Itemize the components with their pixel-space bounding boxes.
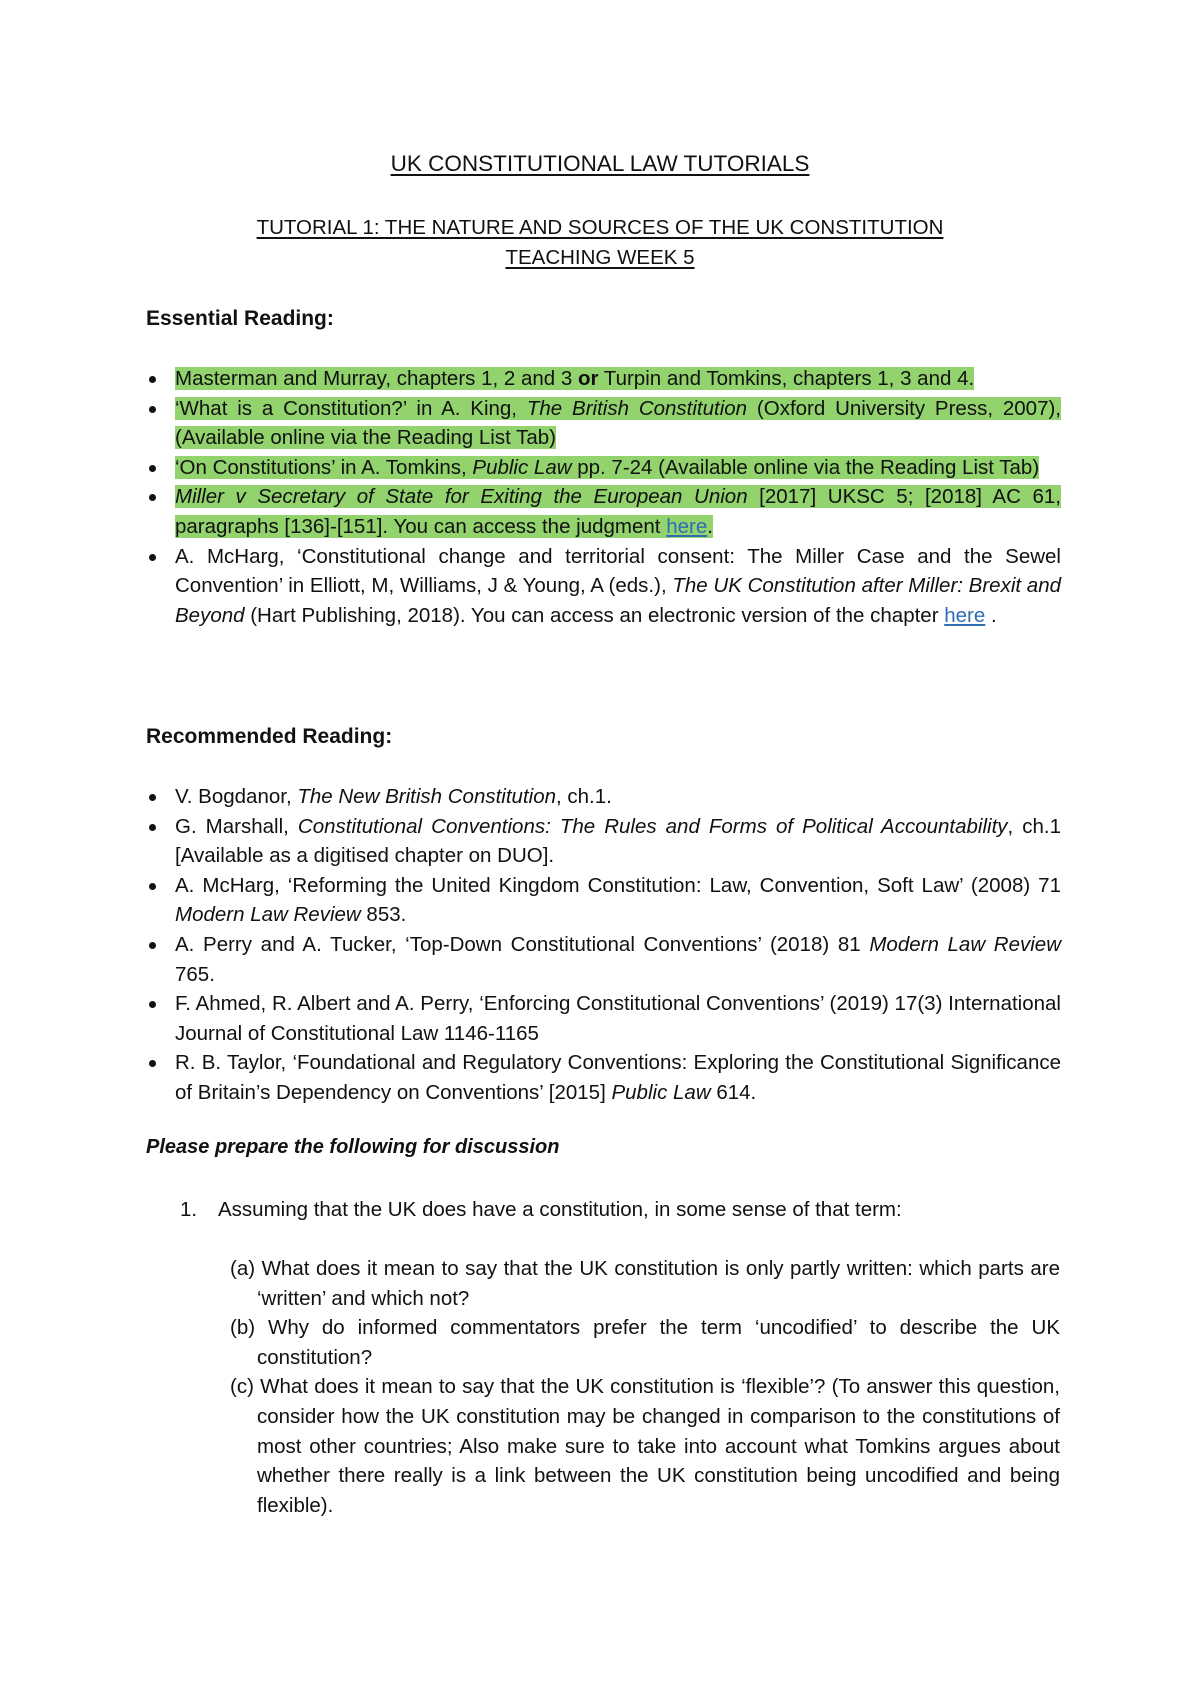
discussion-heading: Please prepare the following for discussion — [146, 1136, 560, 1158]
list-item: F. Ahmed, R. Albert and A. Perry, ‘Enforcing Constitutional Conventions’ (2019) 17(3) International Journal of Constitutional Law 1146-1165 — [146, 989, 1061, 1048]
essential-reading-heading: Essential Reading: — [146, 307, 334, 330]
list-item: A. McHarg, ‘Constitutional change and territorial consent: The Miller Case and the Sewel Convention’ in Elliott, M, Williams, J & Young, A (eds.), The UK Constitution after Miller: Brexit and Beyond (Hart Publishing, 2018). You can access an electronic version of the chapter here . — [146, 542, 1061, 631]
question-number: 1. — [180, 1198, 198, 1221]
document-title: UK CONSTITUTIONAL LAW TUTORIALS — [390, 151, 810, 176]
chapter-link[interactable]: here — [944, 603, 986, 627]
list-item: A. McHarg, ‘Reforming the United Kingdom Constitution: Law, Convention, Soft Law’ (2008) 71 Modern Law Review 853. — [146, 871, 1061, 930]
teaching-week: TEACHING WEEK 5 — [505, 246, 695, 269]
recommended-reading-heading: Recommended Reading: — [146, 725, 393, 748]
sub-question-b: (b) Why do informed commentators prefer the term ‘uncodified’ to describe the UK constitution? — [230, 1316, 1060, 1369]
sub-questions — [230, 1254, 1060, 1520]
list-item: Masterman and Murray, chapters 1, 2 and 3 or Turpin and Tomkins, chapters 1, 3 and 4. — [146, 364, 1061, 394]
list-item: G. Marshall, Constitutional Conventions: The Rules and Forms of Political Accountability, ch.1 [Available as a digitised chapter on DUO]. — [146, 812, 1061, 871]
judgment-link[interactable]: here — [666, 514, 708, 538]
sub-question-a: (a) What does it mean to say that the UK constitution is only partly written: which parts are ‘written’ and which not? — [230, 1257, 1060, 1310]
list-item: A. Perry and A. Tucker, ‘Top-Down Constitutional Conventions’ (2018) 81 Modern Law Review 765. — [146, 930, 1061, 989]
list-item: V. Bogdanor, The New British Constitution, ch.1. — [146, 782, 1061, 812]
essential-reading-list — [146, 364, 1061, 630]
list-item: R. B. Taylor, ‘Foundational and Regulatory Conventions: Exploring the Constitutional Significance of Britain’s Dependency on Conventions’ [2015] Public Law 614. — [146, 1048, 1061, 1107]
recommended-reading-list — [146, 782, 1061, 1108]
sub-question-c: (c) What does it mean to say that the UK constitution is ‘flexible’? (To answer this question, consider how the UK constitution may be changed in comparison to the constitutions of most other countries; Also make sure to take into account what Tomkins argues about whether there really is a link between the UK constitution being uncodified and being flexible). — [230, 1375, 1060, 1517]
tutorial-title: TUTORIAL 1: THE NATURE AND SOURCES OF THE UK CONSTITUTION — [256, 216, 944, 239]
list-item: ‘What is a Constitution?’ in A. King, The British Constitution (Oxford University Press, 2007), (Available online via the Reading List Tab) — [146, 394, 1061, 453]
question-text: Assuming that the UK does have a constitution, in some sense of that term: — [218, 1198, 902, 1221]
list-item: Miller v Secretary of State for Exiting the European Union [2017] UKSC 5; [2018] AC 61, paragraphs [136]-[151]. You can access the judgment here. — [146, 482, 1061, 541]
list-item: ‘On Constitutions’ in A. Tomkins, Public Law pp. 7-24 (Available online via the Reading List Tab) — [146, 453, 1061, 483]
